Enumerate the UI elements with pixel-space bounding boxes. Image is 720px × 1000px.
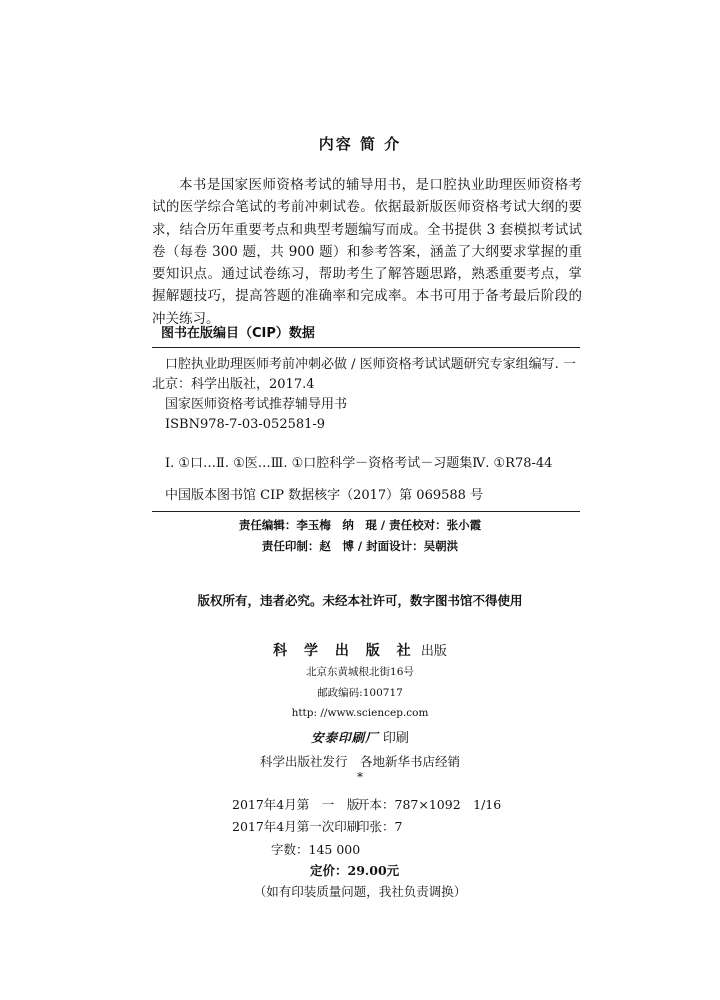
printer-line xyxy=(0,727,720,746)
cip-isbn: ISBN978-7-03-052581-9 xyxy=(165,417,326,432)
cip-bottom-rule xyxy=(152,511,580,512)
intro-heading: 内容 简 介 xyxy=(318,135,402,153)
cip-top-rule xyxy=(152,347,580,348)
edition-info: 2017年4月第 一 版 xyxy=(232,797,360,812)
postal-code: 邮政编码:100717 xyxy=(317,687,403,699)
word-count: 字数：145 000 xyxy=(271,842,361,857)
editor-credits: 责任编辑：李玉梅 纳 琨 / 责任校对：张小霞 xyxy=(238,518,482,532)
distribution-line: 科学出版社发行 各地新华书店经销 xyxy=(259,754,460,769)
publisher-logo-text: 科 学 出 版 社 xyxy=(273,643,417,659)
cip-series: 国家医师资格考试推荐辅导用书 xyxy=(165,397,348,412)
intro-body xyxy=(152,174,582,330)
publisher-line xyxy=(0,640,720,660)
printing-info: 2017年4月第一次印刷 xyxy=(232,819,360,834)
quality-notice: （如有印装质量问题，我社负责调换） xyxy=(253,884,467,899)
publisher-address: 北京东黄城根北街16号 xyxy=(306,666,414,678)
intro-paragraph: 本书是国家医师资格考试的辅导用书，是口腔执业助理医师资格考试的医学综合笔试的考前冲刺试卷。依据最新版医师资格考试大纲的要求，结合历年重要考点和典型考题编写而成。全书提供 3 套模拟考试试卷（每卷 300 题，共 900 题）和参考答案，涵盖了大纲要求掌握的重要知识点。通过试卷练习，帮助考生了解答题思路，熟悉重要考点，掌握解题技巧，提高答题的准确率和完成率。本书可用于备考最后阶段的冲关练习。 xyxy=(152,177,582,327)
publisher-website: http: //www.sciencep.com xyxy=(291,707,429,719)
sheets-info: 印张：7 xyxy=(357,819,403,834)
printer-suffix: 印刷 xyxy=(382,731,409,746)
cip-description: 口腔执业助理医师考前冲刺必做 / 医师资格考试试题研究专家组编写. 一北京：科学出版社，2017.4 xyxy=(152,357,576,392)
production-credits: 责任印制：赵 博 / 封面设计：吴朝洪 xyxy=(261,539,459,553)
cip-subjects: Ⅰ. ①口…Ⅱ. ①医…Ⅲ. ①口腔科学－资格考试－习题集Ⅳ. ①R78-44 xyxy=(165,456,553,471)
cip-record xyxy=(152,355,582,435)
format-info: 开本：787×1092 1/16 xyxy=(357,797,502,812)
separator-star: * xyxy=(357,770,363,784)
cip-heading: 图书在版编目（CIP）数据 xyxy=(161,326,315,341)
cip-record-number: 中国版本图书馆 CIP 数据核字（2017）第 069588 号 xyxy=(165,488,484,503)
printer-name: 安泰印刷厂 xyxy=(311,730,379,745)
price: 定价：29.00元 xyxy=(310,863,400,878)
copyright-statement: 版权所有，违者必究。未经本社许可，数字图书馆不得使用 xyxy=(197,593,523,608)
publisher-suffix: 出版 xyxy=(420,644,447,659)
